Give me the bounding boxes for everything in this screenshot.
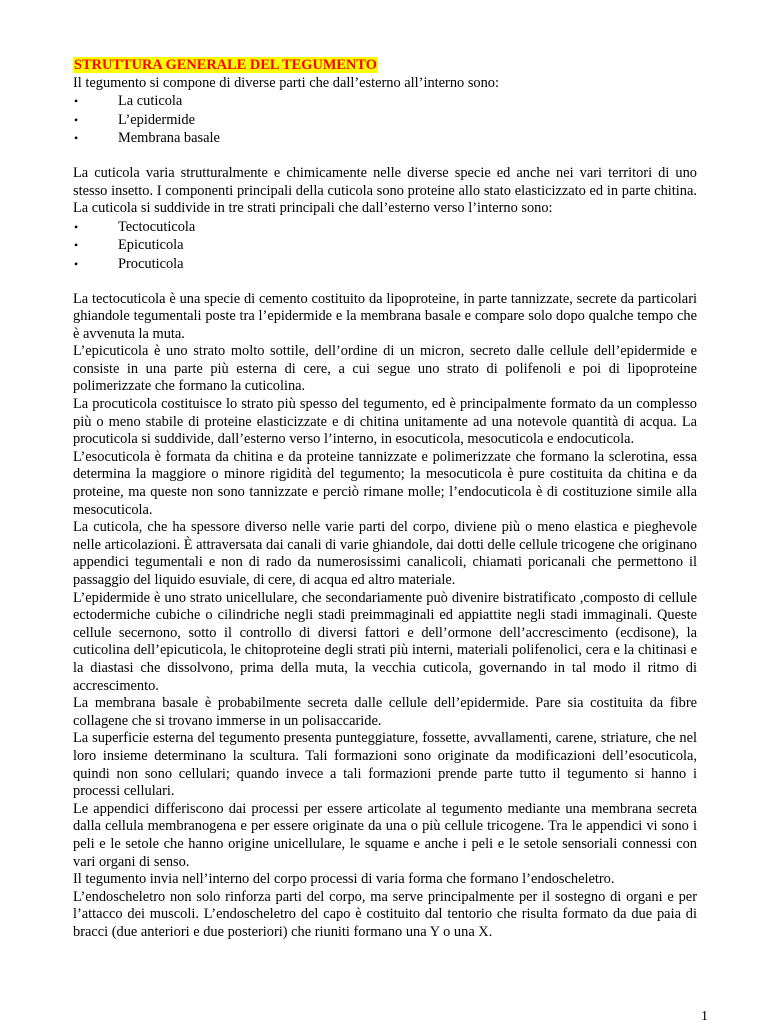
document-page — [73, 57, 697, 941]
body-text — [73, 291, 697, 942]
cuticola-paragraph: La cuticola varia strutturalmente e chimicamente nelle diverse specie ed anche nei vari territori di uno stesso insetto. I componenti principali della cuticola sono proteine allo stato elasticizzato ed in parte chitina. La cuticola si suddivide in tre strati principali che dall’esterno verso l’interno sono: — [73, 164, 697, 217]
bullet-icon: • — [74, 256, 79, 271]
paragraph-superficie: La superficie esterna del tegumento presenta punteggiature, fossette, avvallamenti, carene, striature, che nel loro insieme determinano la scultura. Tali formazioni sono originate da modificazioni dell’esocuticola, quindi non sono cellulari; quando invece a tali formazioni prende parte tutto il tegumento si hanno i processi cellulari. — [73, 730, 697, 800]
paragraph-endoscheletro-intro: Il tegumento invia nell’interno del corpo processi di varia forma che formano l’endoscheletro. — [73, 871, 615, 888]
list-item: • La cuticola — [74, 93, 183, 110]
list-item: • Epicuticola — [74, 237, 184, 254]
paragraph-endoscheletro: L’endoscheletro non solo rinforza parti del corpo, ma serve principalmente per il sostegno di organi e per l’attacco dei muscoli. L’endoscheletro del capo è costituito dal tentorio che risulta formato da due paia di bracci (due anteriori e due posteriori) che riuniti formano una Y o una X. — [73, 888, 697, 940]
integument-parts-list — [73, 92, 697, 147]
document-title: STRUTTURA GENERALE DEL TEGUMENTO — [74, 57, 377, 73]
page-number: 1 — [701, 1009, 708, 1024]
list-item: • L’epidermide — [74, 111, 195, 128]
bullet-icon: • — [74, 238, 79, 253]
bullet-icon: • — [74, 112, 79, 127]
list-item: • Membrana basale — [74, 129, 220, 146]
cuticle-layers-list — [73, 218, 697, 273]
paragraph-epicuticola: L’epicuticola è uno strato molto sottile, dell’ordine di un micron, secreto dalle cellule dell’epidermide e consiste in una parte più esterna di cere, a cui segue uno strato di polifenoli e poi di lipoproteine polimerizzate che formano la cuticolina. — [73, 343, 697, 395]
paragraph-epidermide: L’epidermide è uno strato unicellulare, che secondariamente può divenire bistratificato ,composto di cellule ectodermiche cubiche o cilindriche negli stadi preimmaginali ed appiattite negli stadi immaginali. Queste cellule secernono, sotto il controllo di diversi fattori e dell’ormone dell’accrescimento (ecdisone), la cuticolina dell’epicuticola, le chitoproteine degli strati più interni, materiali polifenolici, cera e la chitinasi e la diastasi che dissolvono, prima della muta, la vecchia cuticola, governando in tal modo il ritmo di accrescimento. — [73, 589, 697, 694]
list-item: • Tectocuticola — [74, 218, 196, 235]
list-item: • Procuticola — [74, 255, 184, 272]
paragraph-procuticola: La procuticola costituisce lo strato più spesso del tegumento, ed è principalmente formato da un complesso più o meno stabile di proteine elasticizzate e di chitina unitamente ad una notevole quantità di acqua. La procuticola si suddivide, dall’esterno verso l’interno, in esocuticola, mesocuticola e endocuticola. — [73, 396, 697, 448]
paragraph-tectocuticola: La tectocuticola è una specie di cemento costituito da lipoproteine, in parte tannizzate, secrete da particolari ghiandole tegumentali poste tra l’epidermide e la membrana basale e compare solo dopo qualche tempo che è avvenuta la muta. — [73, 290, 697, 342]
paragraph-appendici: Le appendici differiscono dai processi per essere articolate al tegumento mediante una membrana secreta dalla cellula membranogena e per essere originate da una o più cellule tricogene. Tra le appendici vi sono i peli e le setole che hanno origine unicellulare, le squame e anche i peli e le setole sensoriali connessi con vari organi di senso. — [73, 800, 697, 870]
paragraph-esocuticola: L’esocuticola è formata da chitina e da proteine tannizzate e polimerizzate che formano la sclerotina, essa determina la maggiore o minore rigidità del tegumento; la mesocuticola è pure costituita da chitina e da proteine, ma queste non sono tannizzate e perciò rimane molle; l’endocuticola è di costituzione simile alla mesocuticola. — [73, 448, 697, 518]
paragraph-cuticola-spessore: La cuticola, che ha spessore diverso nelle varie parti del corpo, diviene più o meno elastica e pieghevole nelle articolazioni. È attraversata dai canali di varie ghiandole, dai dotti delle cellule tricogene che originano appendici tegumentali e non di rado da numerosissimi canalicoli, chiamati poricanali che permettono il passaggio del liquido esuviale, di cere, di acqua ed altro materiale. — [73, 519, 697, 588]
paragraph-membrana-basale: La membrana basale è probabilmente secreta dalle cellule dell’epidermide. Pare sia costituita da fibre collagene che si trovano immerse in un polisaccaride. — [73, 695, 697, 729]
bullet-icon: • — [74, 94, 79, 109]
bullet-icon: • — [74, 130, 79, 145]
bullet-icon: • — [74, 219, 79, 234]
heading-line — [73, 57, 697, 75]
intro-paragraph: Il tegumento si compone di diverse parti che dall’esterno all’interno sono: — [73, 74, 499, 91]
